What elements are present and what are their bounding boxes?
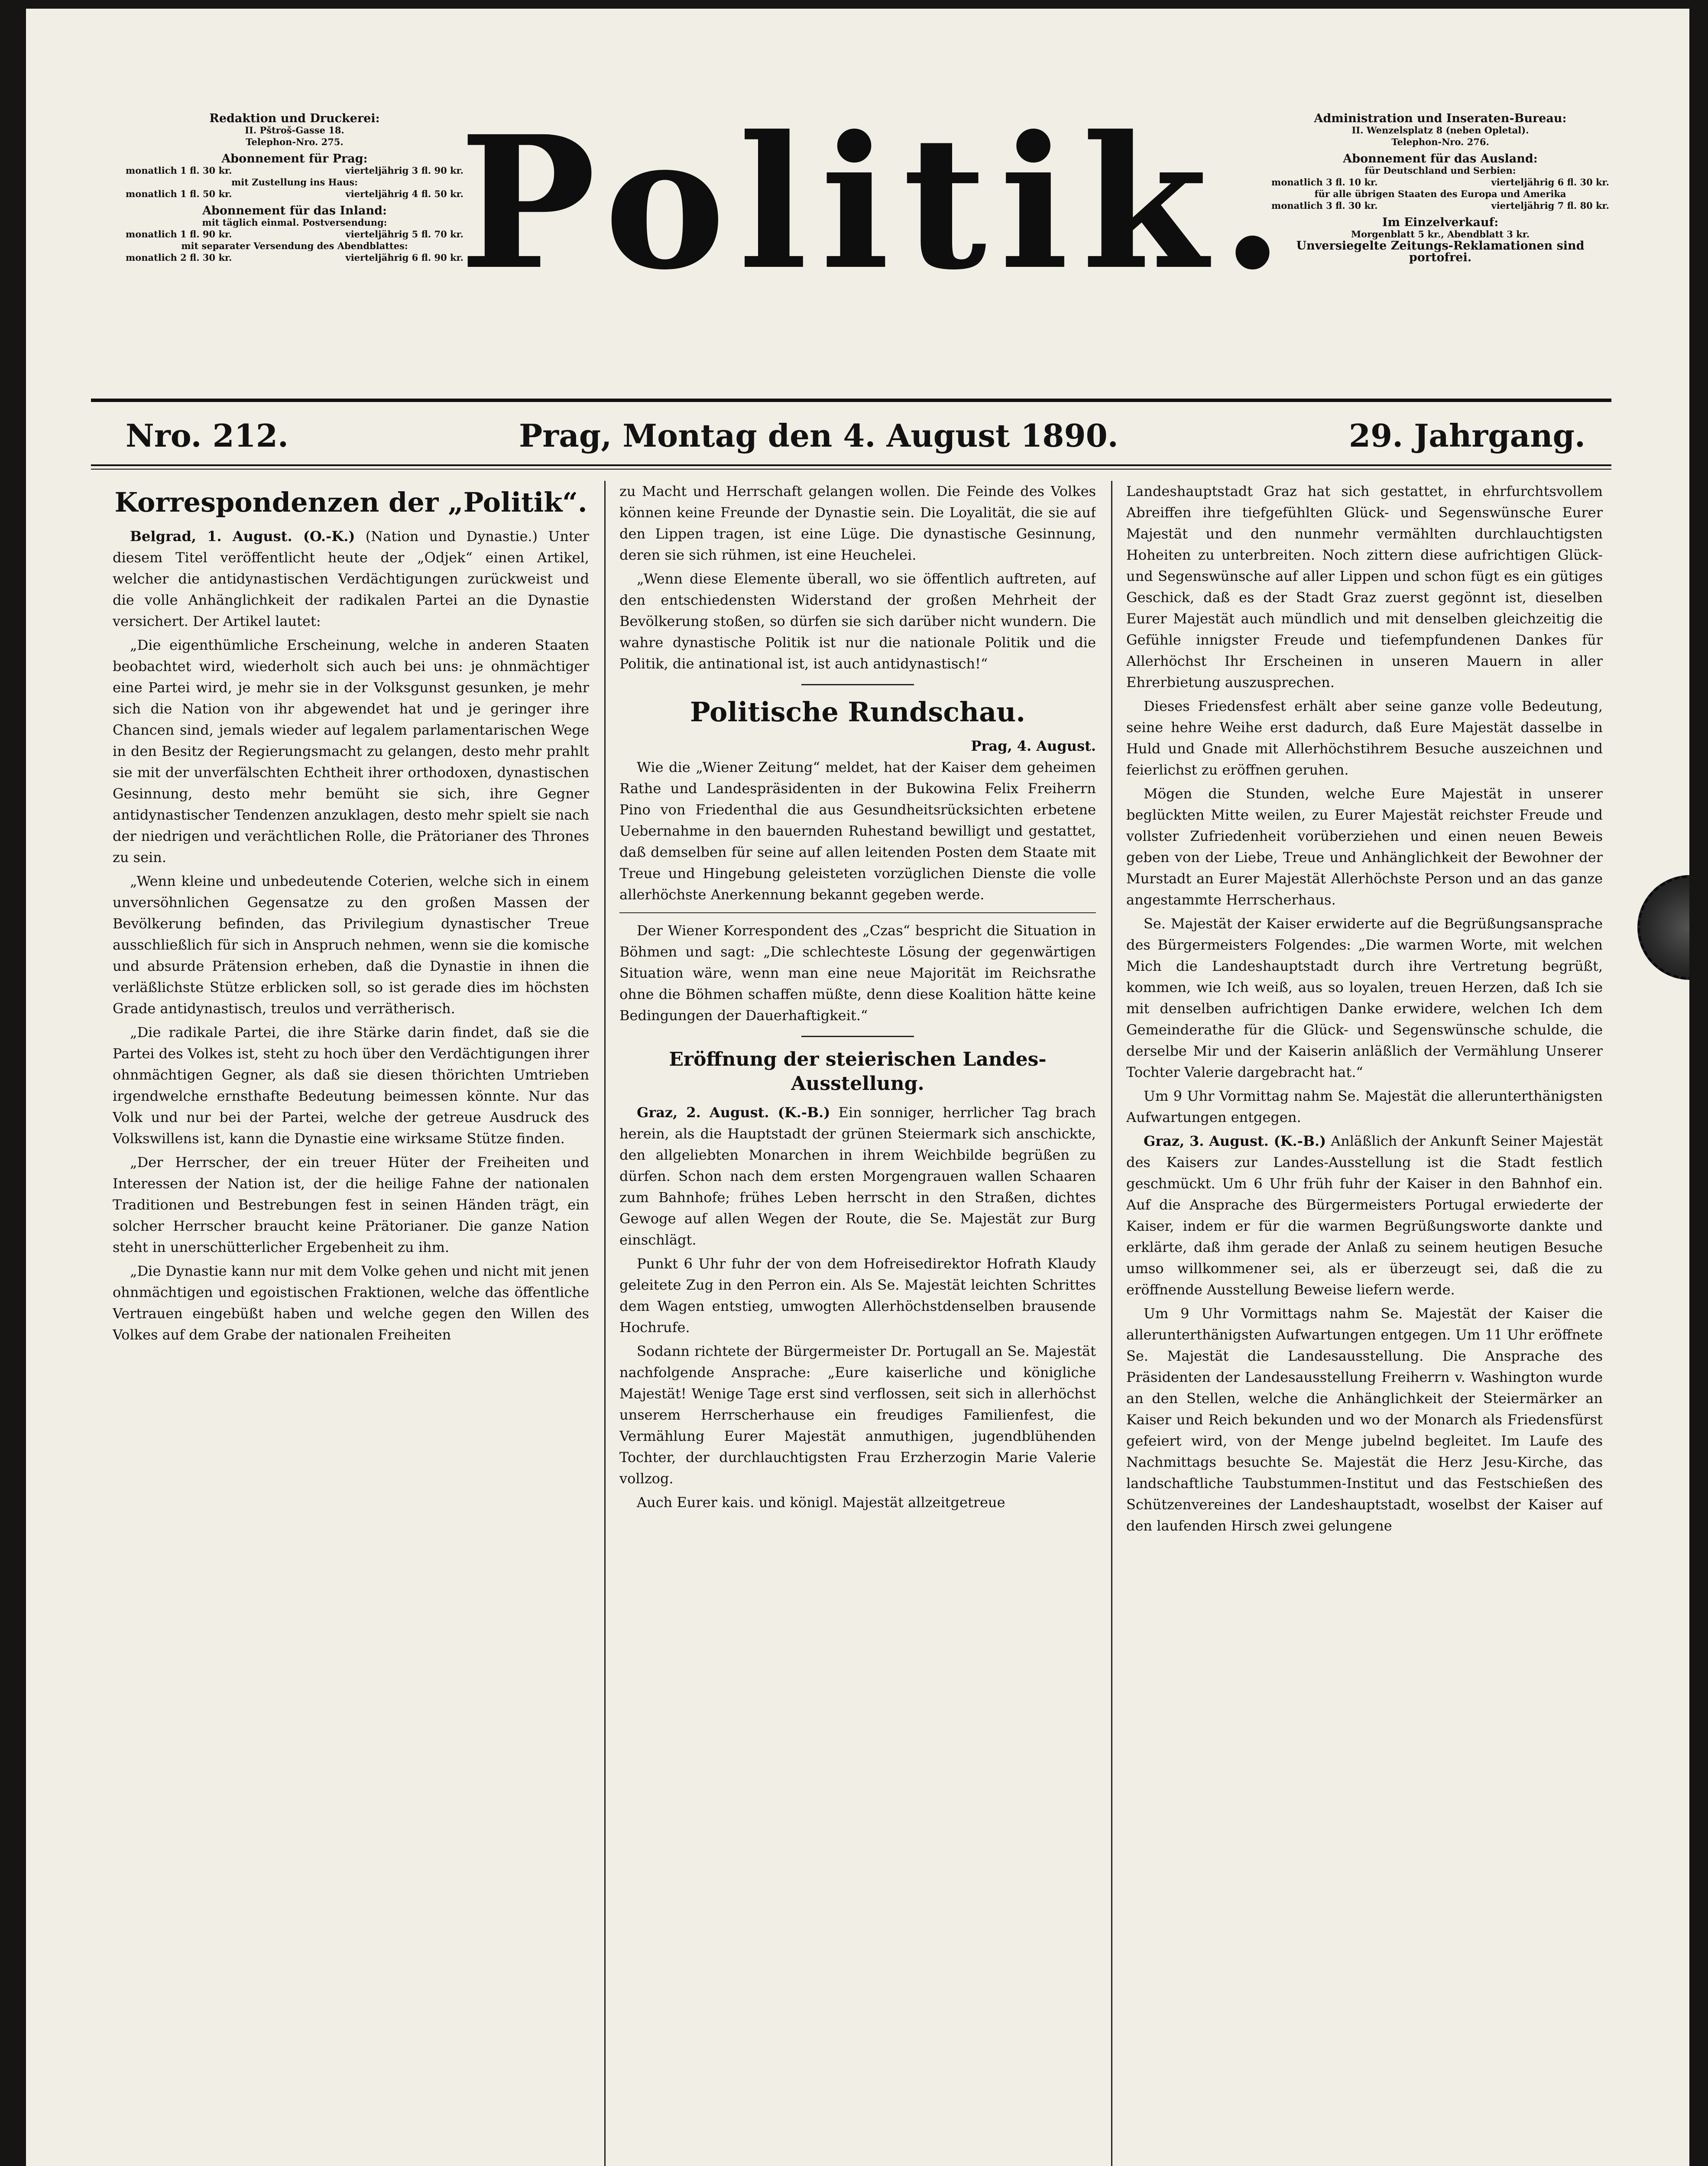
paragraph: „Der Herrscher, der ein treuer Hüter der Freiheiten und Interessen der Nation ist, der die heilige Fahne der nationalen Traditionen und Bestrebungen fest in seinen Händen trägt, ein solcher Herrscher braucht keine Prätorianer. Die ganze Nation steht in unerschütterlicher Ergebenheit zu ihm. — [113, 1154, 589, 1255]
single-copy-prices: Morgenblatt 5 kr., Abendblatt 3 kr. — [1351, 229, 1530, 240]
paragraph: „Die radikale Partei, die ihre Stärke darin findet, daß sie die Partei des Volkes ist, steht zu hoch über den Verdächtigungen ihrer ohnmächtigen Gegner, als daß sie diesen thörichten Umtrieben irgendwelche ernsthafte Bedeutung beimessen könnte. Nur das Volk und nur bei der Partei, welche der getreue Ausdruck des Volkswillens ist, kann die Dynastie eine wirksame Stütze finden. — [113, 1024, 589, 1147]
price-text: vierteljährig 4 fl. 50 kr. — [345, 188, 463, 199]
paragraph: Se. Majestät der Kaiser erwiderte auf die Begrüßungsansprache des Bürgermeisters Folgendes: „Die warmen Worte, mit welchen Mich die Landeshauptstadt durch ihre Vertretung begrüßt, kommen, wie Ich weiß, aus so loyalen, treuen Herzen, daß Ich sie mit denselben aufrichtigen Danke erwidere, welchen Ich dem Gemeinderathe für die Glück- und Segenswünsche schulde, die derselbe Mir und der Kaiserin anläßlich der Vermählung Unserer Tochter Valerie dargebracht hat.“ — [1126, 915, 1603, 1080]
paragraph: Punkt 6 Uhr fuhr der von dem Hofreisedirektor Hofrath Klaudy geleitete Zug in den Perron ein. Als Se. Majestät leichten Schrittes dem Wagen entstieg, umwogten Allerhöchstdenselben brausende Hochrufe. — [619, 1255, 1096, 1336]
issue-year: 29. Jahrgang. — [1348, 417, 1585, 454]
column-divider — [1111, 481, 1112, 2166]
price-text: monatlich 1 fl. 50 kr. — [126, 188, 232, 199]
single-copy-heading: Im Einzelverkauf: — [1382, 216, 1499, 229]
dateline: Graz, 2. August. (K.-B.) — [637, 1104, 830, 1121]
price-text: vierteljährig 7 fl. 80 kr. — [1491, 200, 1609, 211]
paragraph: „Die eigenthümliche Erscheinung, welche in anderen Staaten beobachtet wird, wiederholt sich auch bei uns: je ohnmächtiger eine Partei wird, je mehr sie in der Volksgunst gesunken, je mehr sich die Nation von ihr abgewendet hat und je geringer ihre Chancen sind, jemals wieder auf legalem parlamentarischen Wege in den Besitz der Regierungsmacht zu gelangen, desto mehr prahlt sie mit der unverfälschten Echtheit ihrer orthodoxen, dynastischen Gesinnung, desto mehr bemüht sie sich, ihre Gegner antidynastischer Tendenzen anzuklagen, desto mehr spielt sie nach der niedrigen und verächtlichen Rolle, die Prätorianer des Thrones zu sein. — [113, 637, 589, 866]
delivery-note: mit täglich einmal. Postversendung: — [202, 217, 387, 228]
price-text: vierteljährig 6 fl. 90 kr. — [345, 252, 463, 263]
section-title-correspondence: Korrespondenzen der „Politik“. — [114, 486, 587, 518]
dateline: Prag, 4. August. — [971, 738, 1096, 754]
paragraph: Der Wiener Korrespondent des „Czas“ bespricht die Situation in Böhmen und sagt: „Die schlechteste Lösung der gegenwärtigen Situation wäre, wenn man eine neue Majorität im Reichsrathe ohne die Böhmen schaffen müßte, denn diese Koalition hätte keine Bedingungen der Dauerhaftigkeit.“ — [619, 922, 1096, 1024]
issue-number: Nro. 212. — [126, 417, 288, 454]
editorial-phone: Telephon-Nro. 275. — [246, 136, 344, 147]
issue-dateline: Prag, Montag den 4. August 1890. — [519, 417, 1118, 454]
price-text: monatlich 1 fl. 30 kr. — [126, 165, 232, 176]
column-1 — [113, 481, 589, 2166]
price-text: monatlich 3 fl. 30 kr. — [1271, 200, 1378, 211]
paragraph: „Die Dynastie kann nur mit dem Volke gehen und nicht mit jenen ohnmächtigen und egoistischen Fraktionen, welche das öffentliche Vertrauen eingebüßt haben und welche gegen den Willen des Volkes auf dem Grabe der nationalen Freiheiten — [113, 1263, 589, 1343]
paragraph: (Nation und Dynastie.) Unter diesem Titel veröffentlicht heute der „Odjek“ einen Artikel, welcher die antidynastischen Verdächtigungen zurückweist und die volle Anhänglichkeit der radikalen Partei an die Dynastie versichert. Der Artikel lautet: — [113, 528, 589, 629]
paragraph: Ein sonniger, herrlicher Tag brach herein, als die Hauptstadt der grünen Steiermark sich anschickte, den allgeliebten Monarchen in ihrem Weichbilde begrüßen zu dürfen. Schon nach dem ersten Morgengrauen wallen Schaaren zum Bahnhofe; frühes Leben herrscht in den Straßen, dichtes Gewoge auf allen Wegen der Route, die Se. Majestät zur Burg einschlägt. — [619, 1104, 1096, 1248]
newspaper-page — [26, 9, 1689, 2166]
dateline: Belgrad, 1. August. (O.-K.) — [130, 528, 355, 545]
rule — [619, 912, 1096, 913]
paragraph: Anläßlich der Ankunft Seiner Majestät des Kaisers zur Landes-Ausstellung ist die Stadt festlich geschmückt. Um 6 Uhr früh fuhr der Kaiser in den Bahnhof ein. Auf die Ansprache des Bürgermeisters Portugal erwiederte der Kaiser, indem er für die warmen Begrüßungsworte dankte und erklärte, daß ihm gerade der Anlaß zu seinem heutigen Besuche umso willkommener sei, als er überzeugt sei, daß die zu eröffnende Ausstellung Beweise liefern werde. — [1126, 1133, 1603, 1298]
column-2 — [619, 481, 1096, 2166]
price-text: vierteljährig 5 fl. 70 kr. — [345, 229, 463, 240]
domestic-subscription-heading: Abonnement für das Inland: — [202, 204, 387, 217]
paragraph: „Wenn diese Elemente überall, wo sie öffentlich auftreten, auf den entschiedensten Widerstand der großen Mehrheit der Bevölkerung stoßen, so dürfen sie sich darüber nicht wundern. Die wahre dynastische Politik ist nur die nationale Politik und die Politik, die antinational ist, ist auch antidynastisch!“ — [619, 571, 1096, 672]
delivery-note: für Deutschland und Serbien: — [1364, 165, 1516, 176]
section-divider — [801, 684, 914, 685]
paragraph: Mögen die Stunden, welche Eure Majestät in unserer beglückten Mitte weilen, zu Eurer Majestät reichster Freude und vollster Zufriedenheit vorüberziehen und einen neuen Beweis geben von der Liebe, Treue und Anhänglichkeit der Bewohner der Murstadt an Eurer Majestät Allerhöchste Person und an das ganze angestammte Herrscherhaus. — [1126, 785, 1603, 908]
masthead-left-info — [126, 113, 463, 263]
section-title-rundschau: Politische Rundschau. — [690, 696, 1025, 728]
paragraph: Um 9 Uhr Vormittags nahm Se. Majestät der Kaiser die allerunterthänigsten Aufwartungen entgegen. Um 11 Uhr eröffnete Se. Majestät die Landesausstellung. Die Ansprache des Präsidenten der Landesausstellung Freiherrn v. Washington wurde an den Stellen, welche die Anhänglichkeit der Steiermärker an Kaiser und Reich bekunden und wo der Monarch als Friedensfürst gefeiert wird, von der Menge jubelnd begleitet. Im Laufe des Nachmittags besuchte Se. Majestät die Herz Jesu-Kirche, das landschaftliche Taubstummen-Institut und das Festschießen des Schützenvereines der Landeshauptstadt, woselbst der Kaiser auf den laufenden Hirsch zwei gelungene — [1126, 1305, 1603, 1534]
price-text: monatlich 1 fl. 90 kr. — [126, 229, 232, 240]
dateline: Graz, 3. August. (K.-B.) — [1144, 1133, 1326, 1149]
admin-phone: Telephon-Nro. 276. — [1391, 136, 1489, 147]
paragraph: zu Macht und Herrschaft gelangen wollen. Die Feinde des Volkes können keine Freunde der Dynastie sein. Die Loyalität, die sie auf den Lippen tragen, ist eine Lüge. Die dynastische Gesinnung, deren sie sich rühmen, ist eine Heuchelei. — [619, 483, 1096, 563]
admin-heading: Administration und Inseraten-Bureau: — [1314, 112, 1567, 125]
column-3 — [1126, 481, 1603, 2166]
editorial-address: II. Pštroš-Gasse 18. — [245, 125, 344, 136]
ink-stamp-mark — [1637, 875, 1689, 980]
delivery-note: mit separater Versendung des Abendblattes: — [181, 240, 408, 251]
editorial-heading: Redaktion und Druckerei: — [209, 112, 380, 125]
masthead-right-info — [1271, 113, 1609, 263]
column-divider — [604, 481, 606, 2166]
masthead-title: Politik. — [459, 97, 1297, 310]
paragraph: Auch Eurer kais. und königl. Majestät allzeitgetreue — [637, 1494, 1005, 1511]
abroad-subscription-heading: Abonnement für das Ausland: — [1343, 152, 1538, 165]
issue-rule-bottom — [91, 469, 1611, 470]
paragraph: Um 9 Uhr Vormittag nahm Se. Majestät die allerunterthänigsten Aufwartungen entgegen. — [1126, 1088, 1603, 1125]
paragraph: Dieses Friedensfest erhält aber seine ganze volle Bedeutung, seine hehre Weihe erst dadurch, daß Eure Majestät dasselbe in Huld und Gnade mit Allerhöchstihrem Besuche auszeichnen und feierlichst zu eröffnen geruhen. — [1126, 698, 1603, 778]
price-text: monatlich 2 fl. 30 kr. — [126, 252, 232, 263]
issue-bar — [126, 412, 1585, 459]
paragraph: Sodann richtete der Bürgermeister Dr. Portugall an Se. Majestät nachfolgende Ansprache: „Eure kaiserliche und königliche Majestät! Wenige Tage erst sind verflossen, seit sich in allerhöchst unserem Herrscherhause ein freudiges Familienfest, die Vermählung Eurer Majestät anmuthigen, jugendblühenden Tochter, der durchlauchtigsten Frau Erzherzogin Marie Valerie vollzog. — [619, 1343, 1096, 1487]
paragraph: „Wenn kleine und unbedeutende Coterien, welche sich in einem unversöhnlichen Gegensatze zu den großen Massen der Bevölkerung befinden, das Privilegium dynastischer Treue ausschließlich für sich in Anspruch nehmen, wenn sie die komische und absurde Prätension erheben, daß die Dynastie in ihnen die verläßlichste Stütze erblicken soll, so ist gerade dies im höchsten Grade antidynastisch, treulos und verrätherisch. — [113, 873, 589, 1017]
price-text: vierteljährig 6 fl. 30 kr. — [1491, 177, 1609, 188]
masthead-rule — [91, 399, 1611, 402]
paragraph: Landeshauptstadt Graz hat sich gestattet, in ehrfurchtsvollem Abreiffen ihre tiefgefühlten Glück- und Segenswünsche Eurer Majestät und den nunmehr vermählten durchlauchtigsten Hoheiten zu unterbreiten. Noch zittern diese aufrichtigen Glück- und Segenswünsche auf aller Lippen und schon fügt es ein gütiges Geschick, daß es der Stadt Graz zuerst gegönnt ist, dieselben Eurer Majestät auch mündlich und mit denselben gleichzeitig die Gefühle innigster Freude und tiefempfundenen Dankes für Allerhöchst Ihr Erscheinen in unseren Mauern in aller Ehrerbietung auszusprechen. — [1126, 483, 1603, 691]
prague-subscription-heading: Abonnement für Prag: — [221, 152, 368, 165]
article-columns — [113, 481, 1603, 2166]
reclamation-note: Unversiegelte Zeitungs-Reklamationen sind portofrei. — [1296, 239, 1585, 264]
section-divider — [801, 1036, 914, 1037]
paragraph: Wie die „Wiener Zeitung“ meldet, hat der Kaiser dem geheimen Rathe und Landespräsidenten in der Bukowina Felix Freiherrn Pino von Friedenthal die aus Gesundheitsrücksichten erbetene Uebernahme in den bauernden Ruhestand bewilligt und gestattet, daß demselben für seine auf allen leitenden Posten dem Staate mit Treue und Hingebung geleisteten vorzüglichen Dienste die volle allerhöchste Anerkennung bekannt gegeben werde. — [619, 759, 1096, 903]
admin-address: II. Wenzelsplatz 8 (neben Opletal). — [1351, 125, 1529, 136]
price-text: vierteljährig 3 fl. 90 kr. — [345, 165, 463, 176]
subsection-title: Eröffnung der steierischen Landes-Ausstellung. — [669, 1048, 1047, 1095]
issue-rule-top — [91, 464, 1611, 466]
price-text: monatlich 3 fl. 10 kr. — [1271, 177, 1378, 188]
delivery-note: für alle übrigen Staaten des Europa und Amerika — [1314, 188, 1566, 199]
delivery-note: mit Zustellung ins Haus: — [231, 177, 358, 188]
